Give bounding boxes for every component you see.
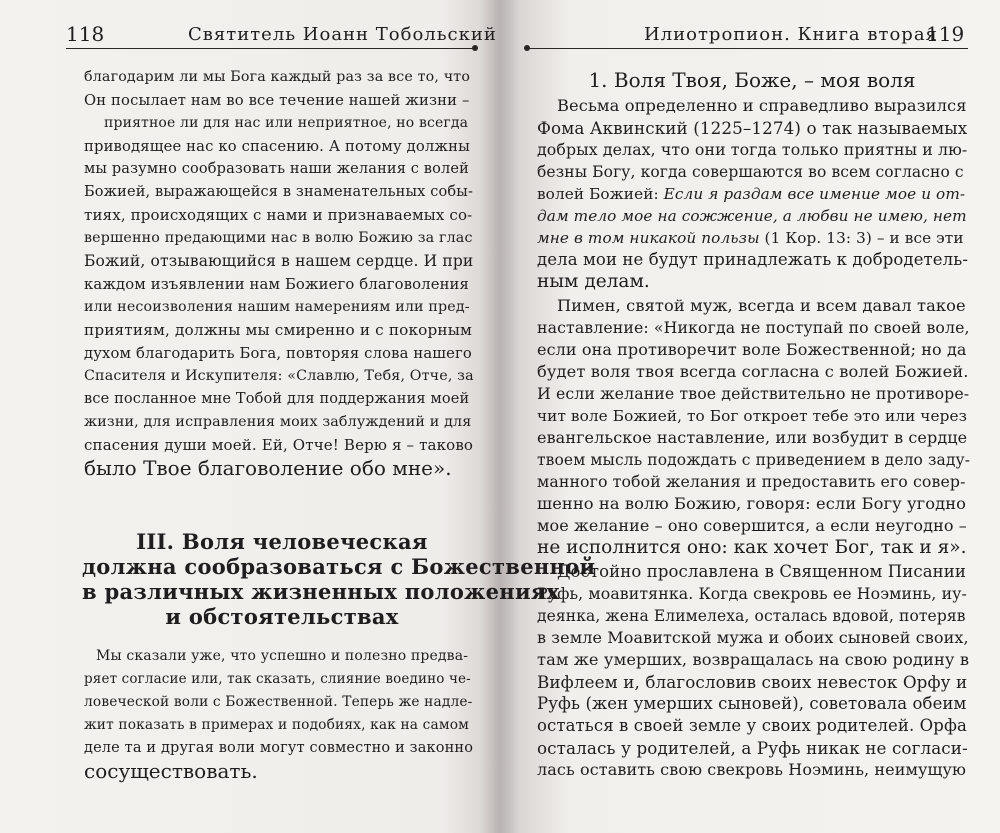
- text-line: Вифлеем и, благословив своих невесток Орфу и: [537, 672, 968, 692]
- text-line: тиях, происходящих с нами и признаваемых со-: [84, 206, 473, 224]
- text-line: в земле Моавитской мужа и обоих сыновей своих,: [537, 628, 969, 647]
- chapter-heading: в различных жизненных положениях: [82, 579, 560, 604]
- text-line: Достойно прославлена в Священном Писании: [557, 562, 966, 581]
- section-title: 1. Воля Твоя, Боже, – моя воля: [588, 68, 916, 92]
- text-line: все посланное мне Тобой для поддержания моей: [84, 391, 470, 407]
- text-line: остаться в своей земле у своих родителей. Орфа: [537, 716, 967, 735]
- text-line: каждом изъявлении нам Божиего благоволения: [84, 276, 469, 293]
- text-line: жит показать в примерах и подобиях, как на самом: [84, 717, 469, 733]
- text-line: Он посылает нам во все течение нашей жизни –: [84, 92, 470, 109]
- text-line: дам тело мое на сожжение, а любви не имею, нет: [537, 207, 967, 225]
- text-line: было Твое благоволение обо мне».: [84, 456, 452, 480]
- running-header: Святитель Иоанн Тобольский: [188, 24, 497, 45]
- header-rule: [66, 48, 474, 49]
- text-line: добрых делах, что они тогда только приятны и лю-: [537, 140, 968, 159]
- text-line: духом благодарить Бога, повторяя слова нашего: [84, 345, 472, 362]
- text-line: чит воле Божией, то Бог откроет тебе это или через: [537, 407, 968, 425]
- text-line: И если желание твое действительно не противоре-: [537, 384, 970, 403]
- text-line: мы разумно сообразовать наши желания с волей: [84, 161, 469, 177]
- text-line: жизни, для исправления моих заблуждений и для: [84, 414, 472, 430]
- text-line: спасения души моей. Ей, Отче! Верю я – таково: [84, 436, 474, 454]
- text-line: твоем мысль подождать с приведением в дело заду-: [537, 451, 971, 469]
- text-line: ным делам.: [537, 271, 650, 292]
- header-rule: [528, 48, 968, 49]
- text-line: дела мои не будут принадлежать к добродетель-: [537, 250, 968, 269]
- text-line: евангельское наставление, или возбудит в сердце: [537, 428, 968, 447]
- text-line: шенно на волю Божию, говоря: если Богу угодно: [537, 494, 967, 513]
- text-line: Фома Аквинский (1225–1274) о так называемых: [537, 118, 968, 138]
- text-line: ловеческой воли с Божественной. Теперь же надле-: [84, 694, 473, 710]
- page-number: 118: [66, 22, 105, 46]
- text-line: наставление: «Никогда не поступай по своей воле,: [537, 318, 970, 337]
- text-line: приводящее нас ко спасению. А потому должны: [84, 138, 471, 155]
- chapter-heading: III. Воля человеческая: [136, 529, 428, 554]
- text-line: Божией, выражающейся в знаменательных собы-: [84, 184, 474, 200]
- running-header: Илиотропион. Книга вторая: [644, 24, 938, 45]
- text-line: сосуществовать.: [84, 759, 258, 783]
- text-line: осталась у родителей, а Руфь никак не согласи-: [537, 738, 968, 758]
- text-line: вершенно предающими нас в волю Божию за глас: [84, 230, 473, 246]
- text-line: там же умерших, возвращалась на свою родину в: [537, 650, 970, 669]
- text-line: мое желание – оно совершится, а если неугодно –: [537, 516, 967, 535]
- text-line: Мы сказали уже, что успешно и полезно предва-: [96, 648, 469, 664]
- text-line: благодарим ли мы Бога каждый раз за все то, что: [84, 69, 471, 85]
- text-line: приятиям, должны мы смиренно и с покорным: [84, 321, 473, 339]
- text-line: Руфь, моавитянка. Когда свекровь ее Ноэминь, иу-: [537, 584, 967, 603]
- text-line: мне в том никакой пользы (1 Кор. 13: 3) – и все эти: [537, 229, 964, 247]
- chapter-heading: и обстоятельствах: [165, 604, 399, 629]
- text-line: лась оставить свою свекровь Ноэминь, неимущую: [537, 760, 967, 779]
- text-line: Руфь (жен умерших сыновей), советовала обеим: [537, 694, 967, 713]
- text-line: Весьма определенно и справедливо выразился: [557, 96, 967, 115]
- text-line: Спасителя и Искупителя: «Славлю, Тебя, Отче, за: [84, 368, 474, 384]
- text-line: деянка, жена Елимелеха, осталась вдовой, потеряв: [537, 607, 966, 625]
- text-line: волей Божией: Если я раздам все имение мое и от-: [537, 185, 966, 203]
- text-line: ряет согласие или, так сказать, слияние воедино че-: [84, 671, 471, 687]
- text-line: будет воля твоя всегда согласна с волей Божией.: [537, 362, 969, 381]
- text-line: деле та и другая воли могут совместно и законно: [84, 740, 474, 756]
- text-line: или несоизволения нашим намерениям или пред-: [84, 299, 470, 315]
- text-line: безны Богу, когда совершаются во всем согласно с: [537, 163, 964, 181]
- text-line: если она противоречит воле Божественной; но да: [537, 340, 967, 359]
- text-line: Божий, отзывающийся в нашем сердце. И при: [84, 252, 474, 270]
- chapter-heading: должна сообразоваться с Божественной: [82, 554, 596, 579]
- text-line: Пимен, святой муж, всегда и всем давал такое: [557, 296, 966, 315]
- text-line: приятное ли для нас или неприятное, но всегда: [104, 115, 469, 131]
- text-line: не исполнится оно: как хочет Бог, так и я».: [537, 537, 967, 558]
- page-number: 119: [926, 22, 965, 46]
- right-page: [500, 0, 1000, 833]
- text-line: манного тобой желания и предоставить его совер-: [537, 472, 966, 491]
